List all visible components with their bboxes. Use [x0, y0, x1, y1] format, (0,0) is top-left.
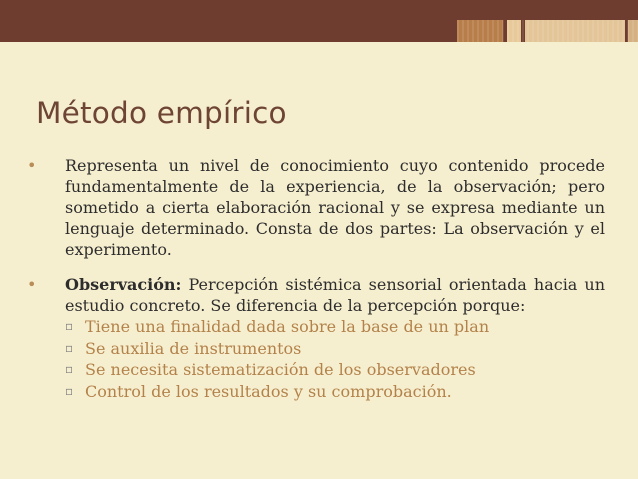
sub-bullet-text: Se necesita sistematización de los observadores — [85, 360, 476, 379]
sub-bullet-item — [25, 316, 605, 338]
sub-bullet-marker: ▫ — [65, 340, 74, 355]
sub-bullet-marker: ▫ — [65, 319, 74, 333]
bullet-text: Representa un nivel de conocimiento cuyo contenido procede fundamentalmente de la experiencia, de la observación; pero sometido a cierta elaboración racional y se expresa mediante un lenguaje determinado. Consta de dos partes: La observación y el experimento. — [65, 156, 605, 259]
bullet-marker: • — [27, 275, 37, 294]
bullet-bold-label: Observación: — [65, 275, 182, 294]
sub-bullet-text: Se auxilia de instrumentos — [85, 338, 302, 358]
sub-bullet-item — [25, 338, 605, 360]
sub-bullet-text: Control de los resultados y su comprobación. — [85, 381, 452, 401]
decorative-pattern — [457, 20, 638, 42]
sub-bullet-marker: ▫ — [65, 362, 74, 376]
slide-title: Método empírico — [36, 96, 287, 130]
bullet-text: Percepción sistémica sensorial orientada hacia un estudio concreto. Se diferencia de la percepción porque: — [65, 275, 605, 315]
bullet-marker: • — [27, 156, 37, 175]
sub-bullet-item — [25, 359, 605, 381]
bullet-item — [25, 155, 605, 260]
bullet-item — [25, 274, 605, 316]
slide-content — [25, 155, 605, 402]
sub-bullet-item — [25, 381, 605, 403]
sub-bullet-text: Tiene una finalidad dada sobre la base de un plan — [85, 317, 490, 336]
sub-bullet-marker: ▫ — [65, 383, 74, 398]
